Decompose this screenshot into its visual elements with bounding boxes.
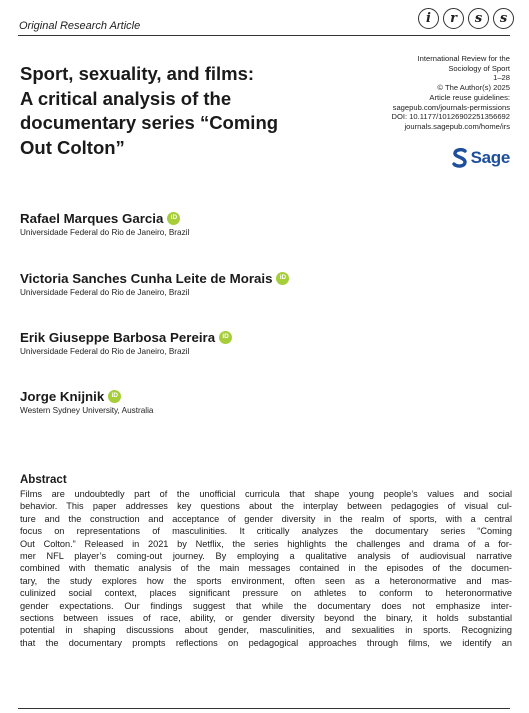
logo-letter-i: i: [418, 8, 439, 29]
journal-home-link[interactable]: journals.sagepub.com/home/irs: [404, 121, 510, 131]
logo-letter-r: r: [443, 8, 464, 29]
author-affiliation: Universidade Federal do Rio de Janeiro, Brazil: [20, 347, 190, 356]
sage-logo: [452, 148, 510, 168]
abstract-line: ture and the construction and acceptance of gender diversity in the realm of sports, with a central: [20, 513, 512, 524]
author-affiliation: Universidade Federal do Rio de Janeiro, Brazil: [20, 228, 190, 237]
journal-name-line-1: International Review for the: [417, 54, 510, 63]
author-name: Erik Giuseppe Barbosa Pereira: [20, 330, 216, 345]
reuse-guidelines-label: Article reuse guidelines:: [429, 92, 510, 102]
author-block: [20, 211, 189, 237]
footer-divider: [18, 708, 510, 709]
author-name: Jorge Knijnik: [20, 389, 105, 404]
abstract-heading: Abstract: [20, 474, 67, 486]
title-line: A critical analysis of the: [20, 87, 232, 109]
title-line: Out Colton”: [20, 136, 125, 158]
abstract-line: Out Colton.” Released in 2021 by Netflix, the series highlights the challenges and drama of a for-: [20, 538, 512, 549]
logo-letter-s-2: s: [493, 8, 514, 29]
logo-letter-s: s: [468, 8, 489, 29]
article-title: [20, 62, 360, 160]
author-block: [20, 389, 153, 415]
sage-wordmark: Sage: [470, 148, 510, 167]
abstract-line: Films are undoubtedly part of the unofficial curricula that shape young people’s values and social: [20, 489, 512, 499]
abstract-line: combined with thematic analysis of the main messages contained in the episodes of the documen-: [20, 563, 512, 574]
journal-name-line-2: Sociology of Sport: [448, 63, 510, 73]
orcid-icon[interactable]: iD: [108, 390, 121, 403]
journal-logo: [418, 8, 514, 29]
article-type-label: Original Research Article: [19, 20, 141, 32]
title-line: documentary series “Coming: [20, 112, 279, 133]
author-name: Rafael Marques Garcia: [20, 211, 164, 226]
orcid-icon[interactable]: iD: [167, 212, 180, 225]
abstract-body: [20, 488, 512, 649]
permissions-link[interactable]: sagepub.com/journals-permissions: [392, 102, 510, 112]
header-divider: [18, 35, 510, 36]
doi-link[interactable]: DOI: 10.1177/10126902251356692: [391, 112, 510, 122]
abstract-line: tary, the study explores how the sports environment, often seen as a heteronormative and mas-: [20, 575, 512, 586]
abstract-line: that the documentary prompts reflections on pedagogical approaches through films, we identify an: [20, 637, 512, 648]
author-affiliation: Western Sydney University, Australia: [20, 406, 154, 415]
orcid-icon[interactable]: iD: [219, 331, 232, 344]
journal-info: [360, 54, 510, 132]
title-line: Sport, sexuality, and films:: [20, 63, 255, 84]
orcid-icon[interactable]: iD: [276, 272, 289, 285]
abstract-line: mer NFL player’s coming-out journey. By employing a qualitative analysis of audiovisual narrative: [20, 551, 512, 562]
abstract-line: focus on representations of masculinities. It critically analyzes the documentary series “Coming: [20, 526, 512, 537]
author-block: [20, 330, 232, 356]
sage-s-icon: [452, 148, 468, 168]
abstract-line: culinized social context, places significant pressure on athletes to conform to heteronormative: [20, 588, 512, 599]
copyright: © The Author(s) 2025: [437, 83, 510, 93]
page-range: 1–28: [493, 73, 510, 83]
author-block: [20, 271, 289, 297]
abstract-line: potential in shaping discussions about gender, masculinities, and sexualities in sports. Recognizing: [20, 625, 512, 636]
author-affiliation: Universidade Federal do Rio de Janeiro, Brazil: [20, 288, 190, 297]
abstract-line: gender expectations. Our findings suggest that while the documentary does not emphasize inter-: [20, 600, 512, 611]
author-name: Victoria Sanches Cunha Leite de Morais: [20, 271, 273, 286]
abstract-line: behavior. This paper addresses key questions about the interplay between pedagogies of visual cul-: [20, 501, 512, 512]
abstract-line: sections between issues of race, ability, or gender diversity beyond the binary, it holds substantial: [20, 613, 512, 624]
